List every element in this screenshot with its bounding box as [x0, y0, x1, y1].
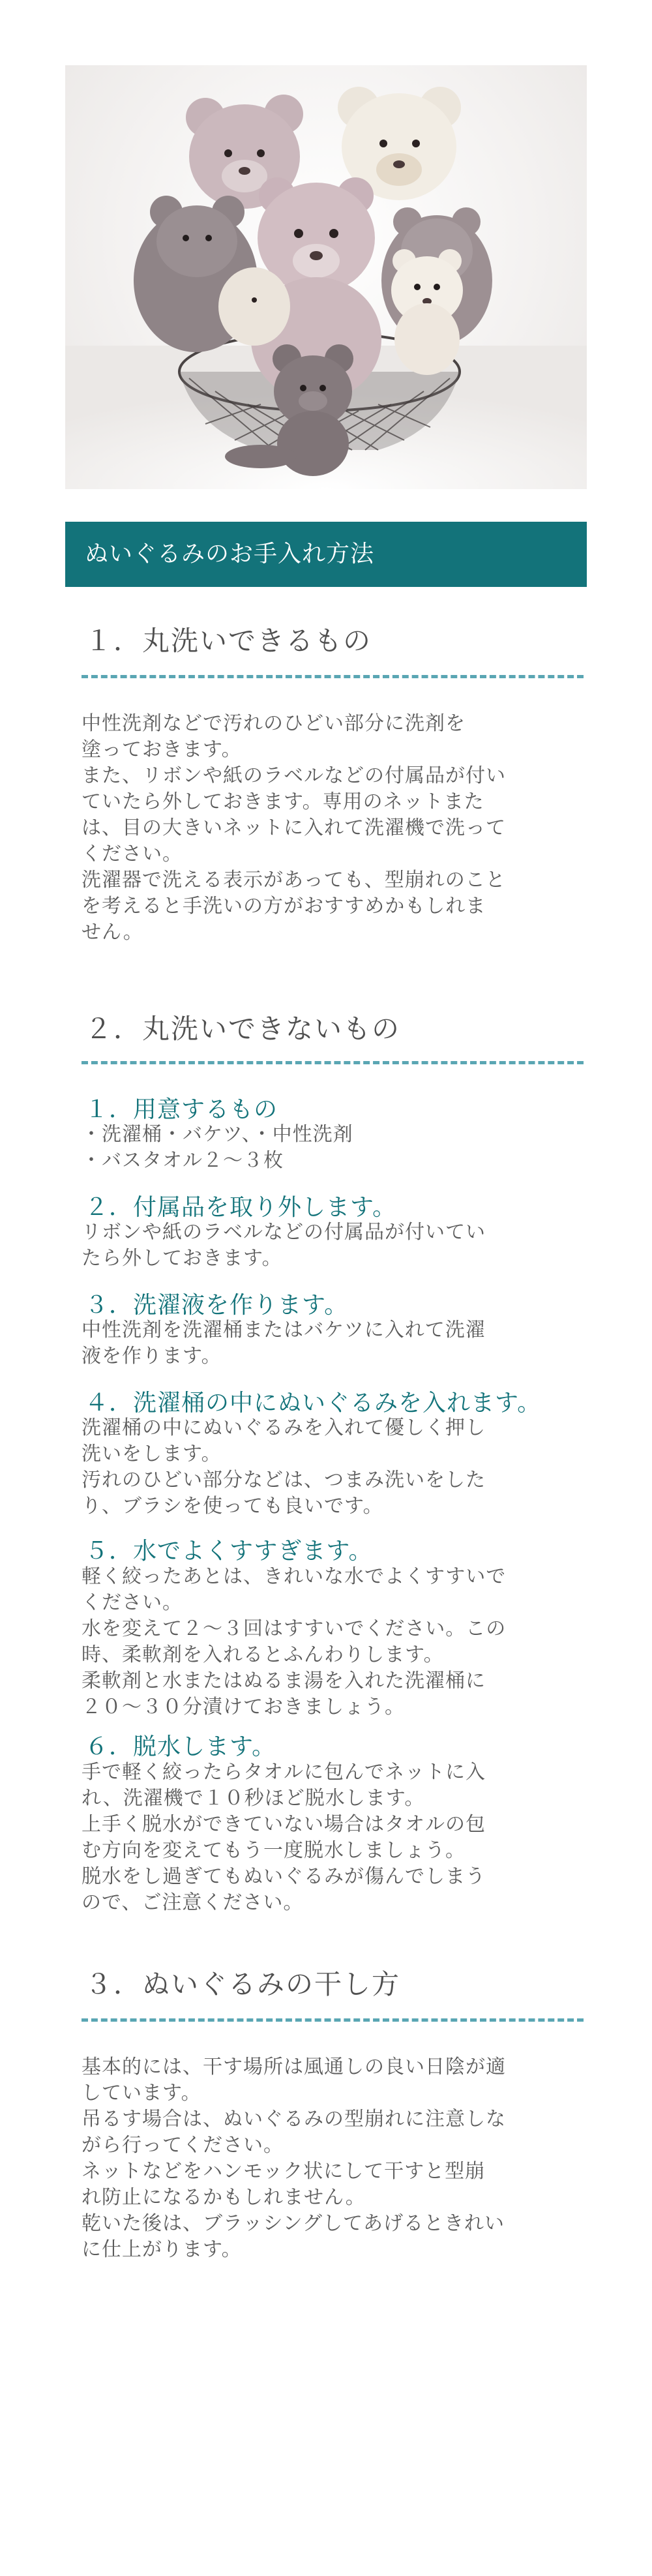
section-body-washable: 中性洗剤などで汚れのひどい部分に洗剤を 塗っておきます。 また、リボンや紙のラベルなどの付属品が付い ていたら外しておきます。専用のネットまた は、目の大きいネットに入れて洗濯機で洗って ください。 洗濯器で洗える表示があっても、型崩れのこと を考えると手洗いの方がおすすめかもしれま せん。: [82, 712, 506, 944]
step-title-remove-accessories: ２．付属品を取り外します。: [85, 1194, 397, 1221]
hero-photo-teddy-bears: [65, 65, 587, 489]
page-banner-title: ぬいぐるみのお手入れ方法: [65, 522, 587, 587]
step-body-remove-accessories: リボンや紙のラベルなどの付属品が付いてい たら外しておきます。: [82, 1221, 486, 1270]
step-title-spin-dry: ６．脱水します。: [85, 1733, 276, 1760]
step-title-prepare: １．用意するもの: [85, 1096, 278, 1123]
step-title-rinse: ５．水でよくすすぎます。: [85, 1538, 373, 1565]
section-heading-drying: ３．ぬいぐるみの干し方: [85, 1968, 401, 2000]
step-title-make-solution: ３．洗濯液を作ります。: [85, 1292, 349, 1319]
step-body-put-in-tub: 洗濯桶の中にぬいぐるみを入れて優しく押し 洗いをします。 汚れのひどい部分などは、つまみ洗いをした り、ブラシを使っても良いです。: [82, 1416, 486, 1518]
dashed-divider: [82, 2018, 584, 2022]
step-body-prepare: ・洗濯桶・バケツ、・中性洗剤 ・バスタオル２～３枚: [82, 1123, 353, 1172]
step-title-put-in-tub: ４．洗濯桶の中にぬいぐるみを入れます。: [85, 1390, 542, 1416]
section-heading-not-washable: ２．丸洗いできないもの: [85, 1013, 401, 1045]
step-body-make-solution: 中性洗剤を洗濯桶またはバケツに入れて洗濯 液を作ります。: [82, 1319, 486, 1368]
section-body-drying: 基本的には、干す場所は風通しの良い日陰が適 しています。 吊るす場合は、ぬいぐるみの型崩れに注意しな がら行ってください。 ネットなどをハンモック状にして干すと型崩 れ防止になるかもしれません。 乾いた後は、ブラッシングしてあげるときれい に仕上がります。: [82, 2056, 506, 2261]
step-body-spin-dry: 手で軽く絞ったらタオルに包んでネットに入 れ、洗濯機で１０秒ほど脱水します。 上手く脱水ができていない場合はタオルの包 む方向を変えてもう一度脱水しましょう。 脱水をし過ぎてもぬいぐるみが傷んでしまう ので、ご注意ください。: [82, 1761, 486, 1914]
section-heading-washable: １．丸洗いできるもの: [85, 625, 372, 657]
dashed-divider: [82, 675, 584, 678]
dashed-divider: [82, 1061, 584, 1064]
bear-cream-small: [391, 249, 463, 375]
step-body-rinse: 軽く絞ったあとは、きれいな水でよくすすいで ください。 水を変えて２～３回はすすいでください。この 時、柔軟剤を入れるとふんわりします。 柔軟剤と水またはぬるま湯を入れた洗濯桶に ２０～３０分漬けておきましょう。: [82, 1565, 507, 1718]
